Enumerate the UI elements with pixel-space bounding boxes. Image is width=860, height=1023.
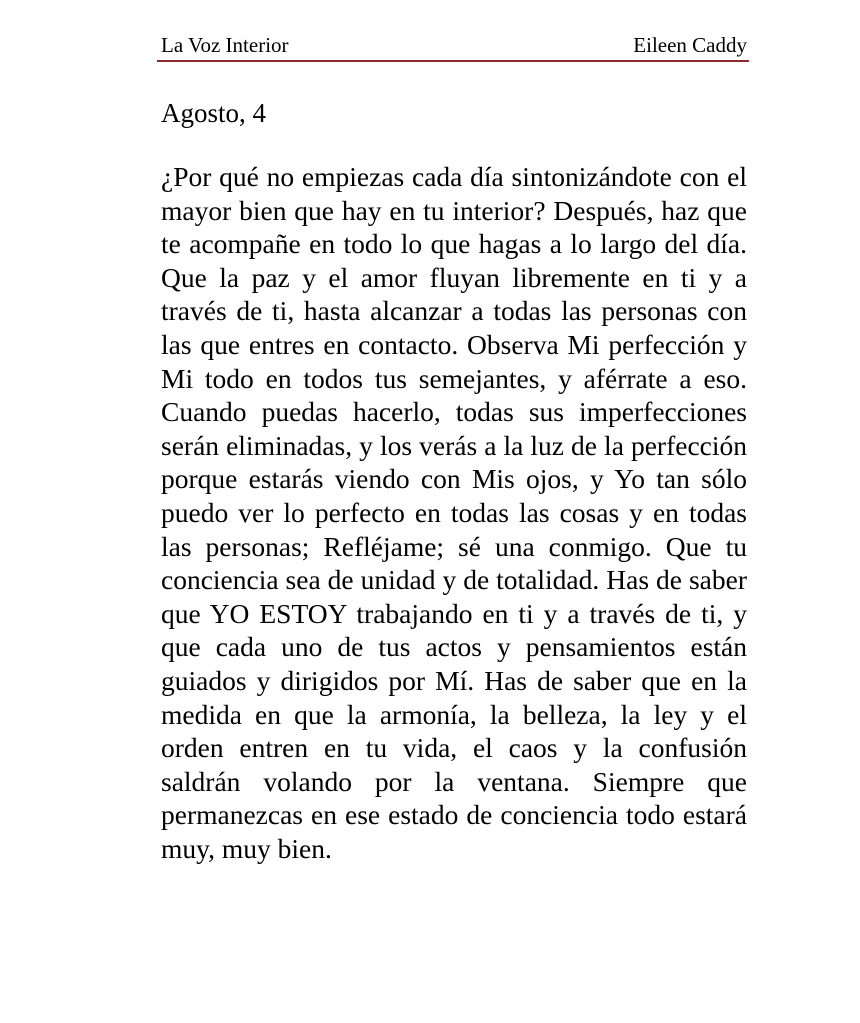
header-divider (157, 60, 749, 62)
book-title: La Voz Interior (161, 33, 289, 57)
entry-body-text: ¿Por qué no empiezas cada día sintonizándote con el mayor bien que hay en tu interior? Después, haz que te acompañe en todo lo que hagas a lo largo del día. Que la paz y el amor fluyan libremente en ti y a través de ti, hasta alcanzar a todas las personas con las que entres en contacto. Observa Mi perfección y Mi todo en todos tus semejantes, y aférrate a eso. Cuando puedas hacerlo, todas sus imperfecciones serán eliminadas, y los verás a la luz de la perfección porque estarás viendo con Mis ojos, y Yo tan sólo puedo ver lo perfecto en todas las cosas y en todas las personas; Refléjame; sé una conmigo. Que tu conciencia sea de unidad y de totalidad. Has de saber que YO ESTOY trabajando en ti y a través de ti, y que cada uno de tus actos y pensamientos están guiados y dirigidos por Mí. Has de saber que en la medida en que la armonía, la belleza, la ley y el orden entren en tu vida, el caos y la confusión saldrán volando por la ventana. Siempre que permanezcas en ese estado de conciencia todo estará muy, muy bien. (161, 161, 747, 864)
running-header (161, 33, 747, 57)
entry-date: Agosto, 4 (161, 98, 267, 128)
author-name: Eileen Caddy (633, 33, 747, 57)
